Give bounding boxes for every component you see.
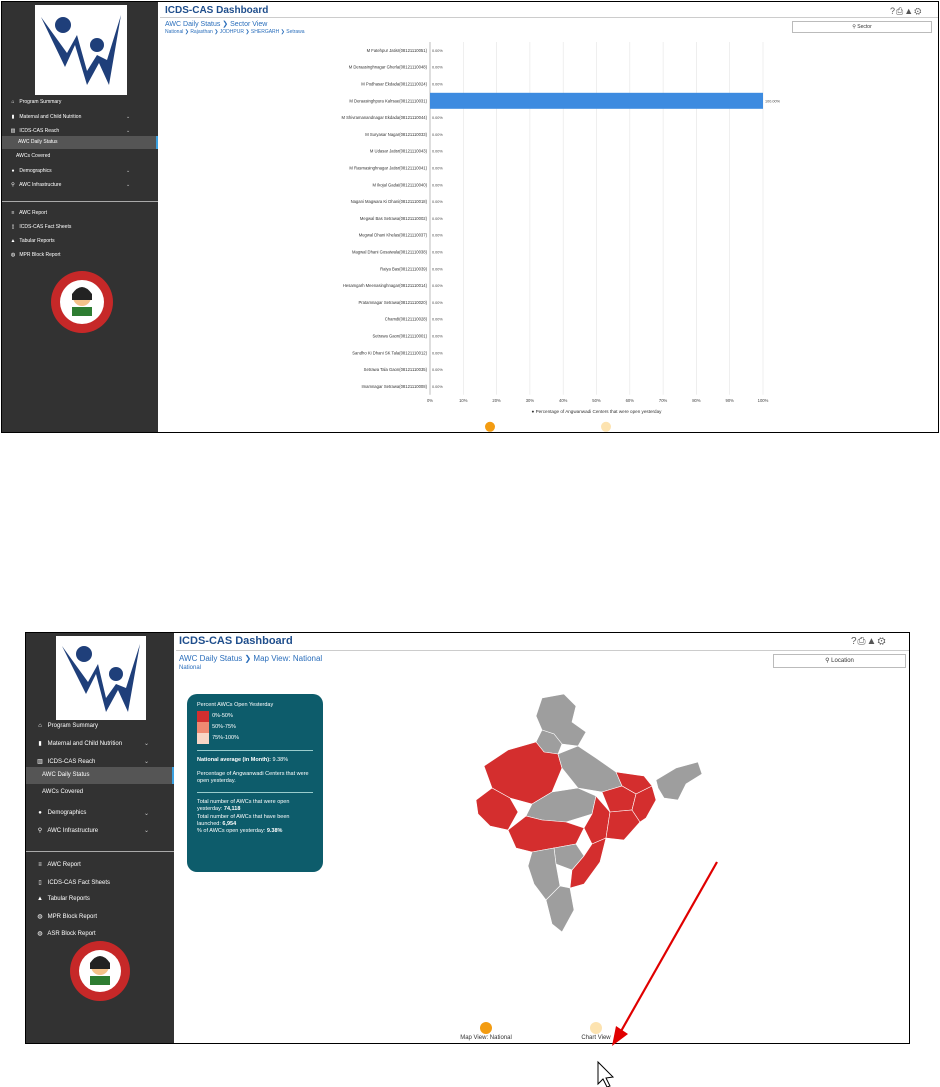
y-tick-label: M Shivramanandnagar Ekdada(08121110044): [341, 115, 427, 121]
y-tick-label: Megwal Dhani Khelas(08121110037): [358, 232, 427, 238]
data-label: 0.00%: [432, 183, 443, 188]
sidebar-item-program-summary[interactable]: ⌂ Program Summary: [26, 723, 174, 735]
y-tick-label: Raiya Bas(08121110039): [380, 266, 427, 272]
y-tick-label: Megwal Bas Setrawa(08121110002): [359, 215, 427, 221]
x-tick-label: 50%: [592, 397, 601, 403]
data-label: 0.00%: [432, 351, 443, 356]
x-tick-label: 60%: [625, 397, 634, 403]
chevron-down-icon: ⌄: [144, 828, 150, 834]
pin-icon: ⚲: [37, 828, 43, 834]
sidebar-item-tabular-reports[interactable]: ▲ Tabular Reports: [2, 238, 158, 250]
sidebar-item-icds-cas-reach[interactable]: ▥ ICDS-CAS Reach ⌄: [26, 758, 174, 770]
chart-legend: ● Percentage of Angwanwadi Centers that were open yesterday: [531, 408, 662, 414]
y-tick-label: Hesamgarh Meenasinghnagar(08121110014): [342, 283, 427, 289]
x-tick-label: 10%: [459, 397, 468, 403]
sidebar-item-awc-report[interactable]: ≡ AWC Report: [26, 862, 174, 874]
map-view-label[interactable]: Map View: National: [460, 1035, 512, 1041]
sidebar-item-awcs-covered[interactable]: AWCs Covered: [42, 789, 84, 795]
sidebar-item-maternal-child-nutrition[interactable]: ▮ Maternal and Child Nutrition ⌄: [26, 740, 174, 752]
sidebar-item-fact-sheets[interactable]: ▯ ICDS-CAS Fact Sheets: [2, 224, 158, 236]
x-tick-label: 30%: [525, 397, 535, 403]
chart-view-label[interactable]: Chart View: [581, 1035, 611, 1041]
national-average: National average (in Month): 9.38%: [197, 757, 289, 764]
data-label: 0.00%: [432, 216, 443, 221]
x-tick-label: 100%: [757, 397, 769, 403]
globe-icon: ◍: [37, 931, 43, 937]
annotation-arrow: [620, 862, 717, 1033]
data-label: 0.00%: [432, 300, 443, 305]
sidebar-item-awcs-covered[interactable]: AWCs Covered: [16, 153, 51, 159]
toolbar-icons[interactable]: ?⎙▲⚙: [851, 636, 887, 647]
data-label: 0.00%: [432, 368, 443, 373]
home-icon: ⌂: [38, 723, 42, 729]
x-tick-label: 20%: [492, 397, 501, 403]
warning-icon: ▲: [10, 238, 16, 244]
y-tick-label: Nagani Magwara Ki Dhani(08121110018): [350, 199, 427, 205]
total-launched: Total number of AWCs that have been launched: 6,954: [197, 813, 290, 827]
total-open: Total number of AWCs that were open yesterday: 74,118: [197, 798, 290, 813]
x-tick-label: 80%: [692, 397, 701, 403]
sidebar-item-program-summary[interactable]: ⌂ Program Summary: [2, 99, 158, 111]
y-tick-label: M Suryasar Nagar(08121110033): [365, 131, 427, 137]
data-label: 100.00%: [765, 99, 780, 104]
data-label: 0.00%: [432, 250, 443, 255]
list-icon: ≡: [38, 862, 42, 868]
chevron-down-icon: ⌄: [126, 128, 131, 134]
chevron-down-icon: ⌄: [126, 182, 131, 188]
mouse-cursor-icon: [598, 1062, 613, 1087]
sidebar-item-icds-cas-reach[interactable]: ▥ ICDS-CAS Reach ⌄: [2, 128, 158, 140]
chevron-down-icon: ⌄: [126, 168, 131, 174]
list-icon: ≡: [11, 210, 15, 216]
data-label: 0.00%: [432, 334, 443, 339]
y-tick-label: Magwal Dhani Gosaiwala(08121110038): [351, 249, 427, 255]
y-tick-label: Chamdi(08121110028): [384, 316, 427, 322]
data-label: 0.00%: [432, 149, 443, 154]
y-tick-label: M Fatehpur Jatisr(08121110051): [366, 47, 427, 53]
data-label: 0.00%: [432, 116, 443, 121]
sidebar-item-mpr-block-report[interactable]: ◍ MPR Block Report: [2, 252, 158, 262]
chevron-down-icon: ⌄: [126, 114, 131, 120]
home-icon: ⌂: [11, 99, 15, 105]
y-tick-label: M Rasmasinghnagar Jatisr(08121110041): [349, 165, 427, 171]
chevron-down-icon: ⌄: [144, 759, 150, 765]
pct-open: % of AWCs open yesterday: 9.38%: [197, 828, 283, 835]
data-label: 0.00%: [432, 132, 443, 137]
x-tick-label: 40%: [559, 397, 568, 403]
data-label: 0.00%: [432, 48, 443, 53]
toolbar-icons[interactable]: ?⎙▲⚙: [890, 6, 923, 16]
globe-icon: ◍: [37, 914, 43, 920]
sidebar-item-demographics[interactable]: ● Demographics ⌄: [2, 168, 158, 180]
breadcrumb[interactable]: National: [179, 665, 202, 671]
legend-description: Percentage of Angwanwadi Centers that were open yesterday.: [197, 770, 309, 785]
users-icon: ●: [38, 810, 42, 816]
y-tick-label: Imamnagar Setrawa(08121110008): [361, 383, 427, 389]
x-tick-label: 70%: [658, 397, 668, 403]
data-label: 0.00%: [432, 166, 443, 171]
y-tick-label: Sandho Ki Dhani SK Tala(08121110012): [352, 350, 427, 356]
globe-icon: ◍: [10, 252, 16, 258]
legend-range-mid: 50%-75%: [197, 722, 313, 733]
annotation-arrowhead: [612, 1026, 628, 1046]
warning-icon: ▲: [37, 896, 43, 902]
sidebar-item-maternal-child-nutrition[interactable]: ▮ Maternal and Child Nutrition ⌄: [2, 114, 158, 126]
data-label: 0.00%: [432, 65, 443, 70]
x-tick-label: 90%: [725, 397, 734, 403]
file-icon: ▯: [38, 880, 42, 886]
file-icon: ▯: [11, 224, 15, 230]
view-subtitle: AWC Daily Status ❯ Map View: National: [179, 654, 323, 663]
breadcrumb[interactable]: National ❯ Rajasthan ❯ JODHPUR ❯ SHERGARH ❯ Setrawa: [165, 29, 305, 35]
data-label: 0.00%: [432, 82, 443, 87]
sidebar-item-fact-sheets[interactable]: ▯ ICDS-CAS Fact Sheets: [26, 879, 174, 891]
y-tick-label: M Deraasinghpura Kalrsae(08121110031): [349, 98, 427, 104]
bar-chart-icon: ▥: [37, 759, 43, 765]
y-tick-label: Setrawa Tala Gaon(08121110035): [363, 367, 427, 373]
data-label: 0.00%: [432, 384, 443, 389]
location-filter-button[interactable]: ⚲ Location: [773, 654, 906, 668]
y-tick-label: M Ikojal Gadai(08121110040): [372, 182, 427, 188]
page-title: ICDS-CAS Dashboard: [165, 5, 269, 16]
bar-chart-icon: ▥: [10, 128, 16, 134]
y-tick-label: M Deraasinghnagar Gherla(08121110048): [348, 64, 427, 70]
chevron-down-icon: ⌄: [144, 741, 150, 747]
sidebar-item-mpr-block-report[interactable]: ◍ MPR Block Report: [26, 913, 174, 925]
page-title: ICDS-CAS Dashboard: [179, 635, 293, 647]
data-label: 0.00%: [432, 267, 443, 272]
sidebar-item-asr-block-report[interactable]: ◍ ASR Block Report: [26, 930, 174, 942]
x-tick-label: 0%: [426, 397, 434, 403]
y-tick-label: M Udasar Jatisr(08121110043): [369, 148, 427, 154]
y-tick-label: Setrawa Gaon(08121110001): [372, 333, 427, 339]
users-icon: ●: [11, 168, 15, 174]
sidebar-item-awc-daily-status[interactable]: AWC Daily Status: [26, 767, 174, 784]
sidebar-item-awc-report[interactable]: ≡ AWC Report: [2, 210, 158, 222]
legend-range-high: 75%-100%: [197, 733, 313, 744]
chevron-down-icon: ⌄: [144, 811, 150, 817]
data-label: 0.00%: [432, 200, 443, 205]
sidebar-item-tabular-reports[interactable]: ▲ Tabular Reports: [26, 896, 174, 908]
pin-icon: ⚲: [11, 182, 15, 188]
view-subtitle: AWC Daily Status ❯ Sector View: [165, 21, 268, 28]
y-tick-label: Pratamnagar Setrawa(08121110020): [358, 299, 427, 305]
sidebar-item-awc-daily-status[interactable]: AWC Daily Status: [2, 136, 158, 149]
sidebar-item-awc-infrastructure[interactable]: ⚲ AWC Infrastructure ⌄: [26, 827, 174, 839]
sidebar-item-demographics[interactable]: ● Demographics ⌄: [26, 810, 174, 822]
data-label: 0.00%: [432, 233, 443, 238]
legend-range-low: 0%-50%: [197, 711, 313, 722]
sector-filter-button[interactable]: ⚲ Sector: [792, 21, 932, 33]
bottle-icon: ▮: [11, 114, 15, 120]
y-tick-label: M Podhasar Ekdada(08121110024): [361, 81, 427, 87]
data-label: 0.00%: [432, 284, 443, 289]
sidebar-item-awc-infrastructure[interactable]: ⚲ AWC Infrastructure ⌄: [2, 182, 158, 194]
data-label: 0.00%: [432, 317, 443, 322]
bottle-icon: ▮: [38, 741, 42, 747]
legend-title: Percent AWCs Open Yesterday: [197, 702, 274, 708]
